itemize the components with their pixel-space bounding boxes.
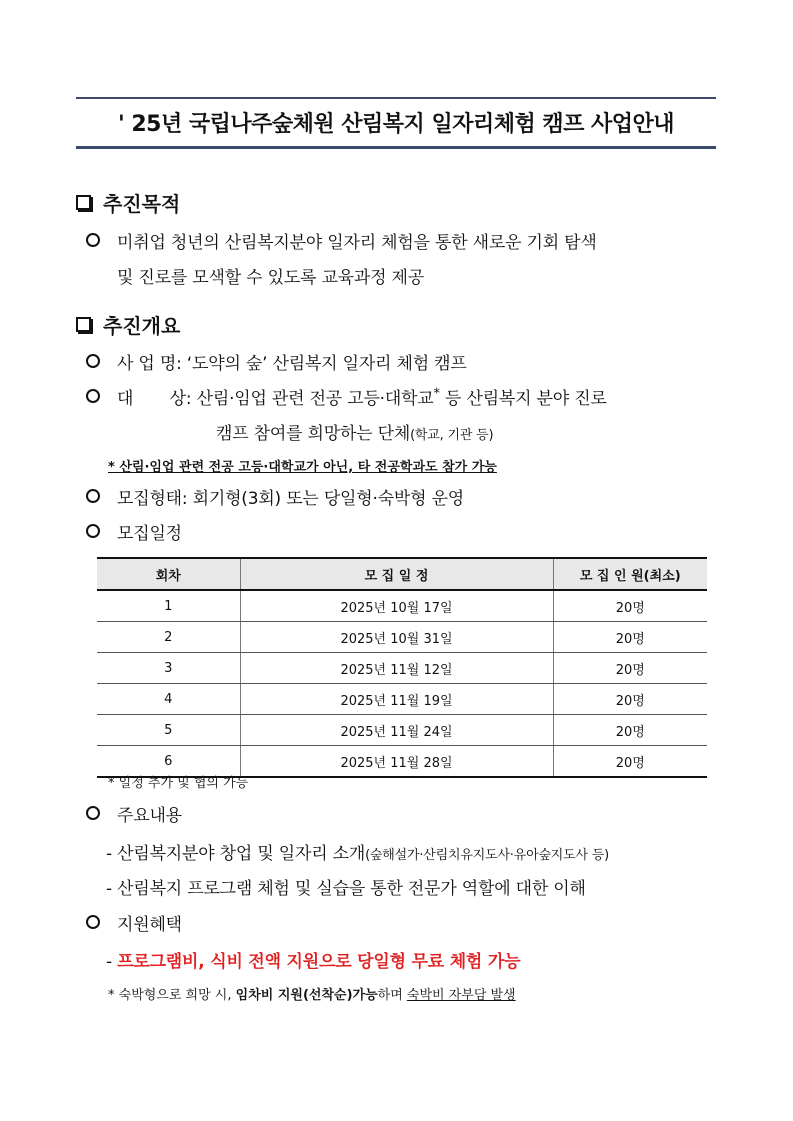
benefits-note: * 숙박형으로 희망 시, 임차비 지원(선착순)가능하며 숙박비 자부담 발생	[108, 988, 516, 1003]
table-cell: 6	[97, 746, 240, 778]
circle-bullet-icon	[86, 806, 100, 820]
section-heading-purpose: 추진목적	[76, 188, 180, 217]
column-header: 모 집 인 원(최소)	[553, 558, 707, 590]
table-cell: 20명	[553, 590, 707, 622]
recruit-schedule-label: 모집일정	[117, 524, 182, 544]
purpose-line-2: 및 진로를 모색할 수 있도록 교육과정 제공	[117, 268, 424, 288]
circle-bullet-icon	[86, 489, 100, 503]
table-cell: 2	[97, 622, 240, 653]
content-item-1: - 산림복지분야 창업 및 일자리 소개(숲해설가·산림치유지도사·유아숲지도사 등)	[106, 844, 610, 864]
table-cell: 20명	[553, 746, 707, 778]
table-cell: 2025년 11월 12일	[240, 653, 553, 684]
column-header: 모 집 일 정	[240, 558, 553, 590]
target-line-2: 캠프 참여를 희망하는 단체(학교, 기관 등)	[216, 424, 494, 444]
section-heading-overview: 추진개요	[76, 310, 180, 339]
checkbox-square-icon	[76, 317, 91, 332]
table-cell: 20명	[553, 715, 707, 746]
target-note: * 산림·임업 관련 전공 고등·대학교가 아닌, 타 전공학과도 참가 가능	[108, 460, 497, 475]
table-cell: 2025년 10월 17일	[240, 590, 553, 622]
target-line-1: 대 상: 산림·임업 관련 전공 고등·대학교* 등 산림복지 분야 진로	[117, 386, 607, 409]
table-row	[97, 653, 707, 684]
table-note: * 일정 추가 및 협의 가능	[108, 776, 249, 791]
content-item-2: - 산림복지 프로그램 체험 및 실습을 통한 전문가 역할에 대한 이해	[106, 879, 586, 899]
table-header-row	[97, 558, 707, 590]
table-row	[97, 590, 707, 622]
table-row	[97, 684, 707, 715]
table-cell: 2025년 10월 31일	[240, 622, 553, 653]
circle-bullet-icon	[86, 915, 100, 929]
table-cell: 2025년 11월 28일	[240, 746, 553, 778]
table-cell: 2025년 11월 19일	[240, 684, 553, 715]
page-title: ' 25년 국립나주숲체원 산림복지 일자리체험 캠프 사업안내	[117, 112, 675, 137]
schedule-table	[97, 557, 707, 778]
table-cell: 20명	[553, 653, 707, 684]
circle-bullet-icon	[86, 389, 100, 403]
circle-bullet-icon	[86, 524, 100, 538]
table-cell: 1	[97, 590, 240, 622]
table-cell: 5	[97, 715, 240, 746]
circle-bullet-icon	[86, 354, 100, 368]
table-cell: 3	[97, 653, 240, 684]
table-row	[97, 622, 707, 653]
benefits-label: 지원혜택	[117, 915, 182, 935]
table-cell: 4	[97, 684, 240, 715]
table-row	[97, 715, 707, 746]
table-cell: 20명	[553, 622, 707, 653]
title-box	[76, 97, 716, 149]
table-cell: 2025년 11월 24일	[240, 715, 553, 746]
table-cell: 20명	[553, 684, 707, 715]
purpose-line-1: 미취업 청년의 산림복지분야 일자리 체험을 통한 새로운 기회 탐색	[117, 233, 597, 253]
benefits-item-1: - 프로그램비, 식비 전액 지원으로 당일형 무료 체험 가능	[106, 952, 521, 972]
recruit-type: 모집형태: 회기형(3회) 또는 당일형·숙박형 운영	[117, 489, 465, 509]
project-name: 사 업 명: ‘도약의 숲’ 산림복지 일자리 체험 캠프	[117, 354, 467, 374]
column-header: 회차	[97, 558, 240, 590]
content-label: 주요내용	[117, 806, 182, 826]
checkbox-square-icon	[76, 195, 91, 210]
circle-bullet-icon	[86, 233, 100, 247]
